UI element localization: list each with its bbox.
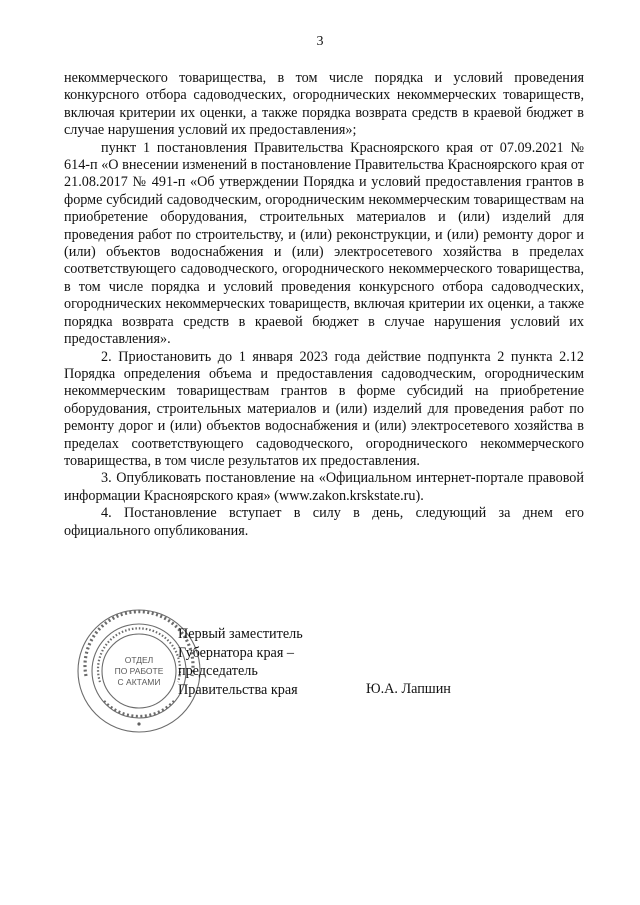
stamp-center-line-3: С АКТАМИ [117,677,161,687]
page-number: 3 [316,34,324,49]
signatory-name: Ю.А. Лапшин [366,681,451,697]
paragraph-clause-1: пункт 1 постановления Правительства Красноярского края от 07.09.2021 № 614-п «О внесении изменений в постановление Правительства Красноярского края от 21.08.2017 № 491-п «Об утверждении Порядка и условий предоставления грантов в форме субсидий садоводческим, огородническим некоммерческим товариществам на приобретение оборудования, строительных материалов и (или) изделий для проведения работ по строительству, и (или) реконструкции, и (или) ремонту дорог и (или) объектов водоснабжения и (или) электросетевого хозяйства в пределах соответствующего садоводческого, огороднического некоммерческого товарищества, в том числе порядка и условий проведения конкурсного отбора садоводческих, огороднических некоммерческих товариществ, включая критерии их оценки, а также порядка возврата средств в краевой бюджет в случае нарушения условий их предоставления». [64,139,584,348]
paragraph-4-effective-date: 4. Постановление вступает в силу в день, следующий за днем его официального опубликования. [64,505,584,539]
stamp-center-line-1: ОТДЕЛ [124,655,154,665]
signatory-title-line: Правительства края [178,681,298,698]
signatory-title [178,625,303,699]
stamp-center-line-2: ПО РАБОТЕ [114,666,164,676]
paragraph-2-suspension: 2. Приостановить до 1 января 2023 года действие подпункта 2 пункта 2.12 Порядка определения объема и предоставления садоводческим, огородническим некоммерческим товариществам грантов в форме субсидий на приобретение оборудования, строительных материалов и (или) изделий для проведения работ по ремонту дорог и (или) объектов водоснабжения и (или) электросетевого хозяйства в пределах соответствующего садоводческого, огороднического некоммерческого товарищества, в том числе результатов их предоставления. [64,348,584,469]
signatory-title-line: председатель [178,663,258,680]
signature-block [0,600,640,740]
signatory-title-line: Первый заместитель [178,626,303,642]
paragraph-continuation: некоммерческого товарищества, в том числе порядка и условий проведения конкурсного отбора садоводческих, огороднических некоммерческих товариществ, включая критерии их оценки, а также порядка возврата средств в краевой бюджет в случае нарушения условий их предоставления»; [64,70,584,139]
stamp-star-dot [137,722,140,725]
document-body [64,70,584,540]
stamp-ring-text-bottom [104,701,174,716]
signatory-title-line: Губернатора края – [178,644,295,661]
paragraph-3-publication: 3. Опубликовать постановление на «Официальном интернет-портале правовой информации Красноярского края» (www.zakon.krskstate.ru). [64,470,584,504]
